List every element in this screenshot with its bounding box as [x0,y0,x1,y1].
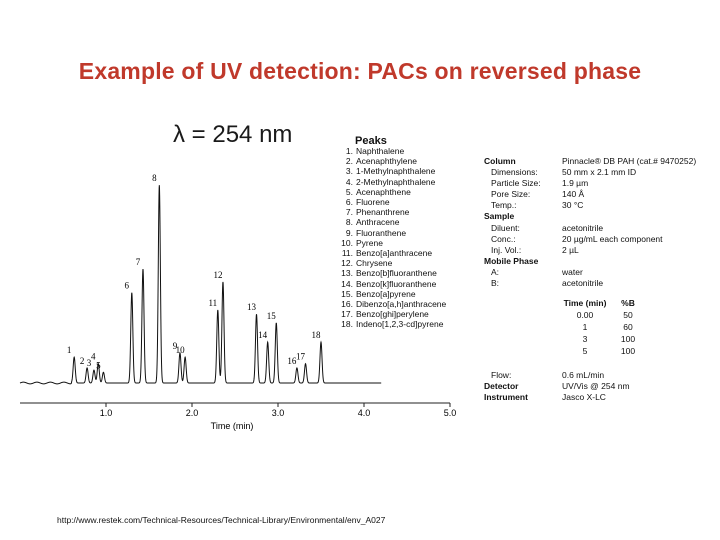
peak-name: Benzo[k]fluoranthene [356,278,437,289]
cond-temp-value: 30 °C [562,200,584,211]
peak-number: 16. [341,299,353,310]
peak-name: Benzo[a]anthracene [356,248,433,259]
peak-name: Benzo[a]pyrene [356,288,416,299]
gradient-row [562,333,648,345]
gradient-time: 3 [582,334,588,344]
peak-list-item [337,228,446,238]
slide-title: Example of UV detection: PACs on reversed phase [78,58,642,84]
cond-instrument-value: Jasco X-LC [562,392,606,402]
cond-particle-label: Particle Size: [491,178,541,189]
peak-list-item [337,187,446,197]
cond-diluent-label: Diluent: [491,222,520,233]
peak-name: Indeno[1,2,3-cd]pyrene [356,319,444,330]
gradient-table [562,297,648,357]
peak-number: 14. [341,278,353,289]
peak-label: 2 [79,355,85,366]
peak-name: Acenaphthylene [356,156,417,167]
source-url[interactable]: http://www.restek.com/Technical-Resources/Technical-Library/Environmental/env_A027 [57,515,386,525]
peak-name: Dibenzo[a,h]anthracene [356,299,447,310]
cond-column-value: Pinnacle® DB PAH (cat.# 9470252) [562,156,697,166]
gradient-header [562,297,648,309]
gradient-col-time: Time (min) [563,298,607,308]
cond-dimensions-label: Dimensions: [491,167,538,178]
peak-number: 5. [345,186,353,197]
peak-label: 15 [266,310,276,321]
cond-instrument-label: Instrument [484,392,528,402]
peak-name: Phenanthrene [356,207,410,218]
cond-sample-label: Sample [484,211,515,222]
peak-label: 17 [296,351,306,362]
peak-labels [67,173,321,370]
peak-number: 1. [345,146,353,156]
peak-label: 5 [96,360,101,371]
peak-number: 17. [341,309,353,320]
peak-name: Benzo[b]fluoranthene [356,268,437,279]
cond-column-label: Column [484,156,516,166]
cond-injvol-label: Inj. Vol.: [491,244,522,255]
gradient-b: 100 [620,334,636,344]
peak-list-item [337,156,446,166]
peak-list-item [337,166,446,176]
cond-conc-label: Conc.: [491,233,516,244]
peak-label: 4 [91,351,96,362]
cond-b-value: acetonitrile [562,278,604,289]
peak-list [337,146,446,330]
cond-flow-value: 0.6 mL/min [562,370,605,380]
peak-name: Fluorene [356,197,390,208]
peak-number: 7. [345,207,353,218]
peak-list-item [337,217,446,227]
peak-list-item [337,248,446,258]
cond-pore-value: 140 Å [562,189,585,200]
cond-b-label: B: [491,278,500,289]
peak-name: 2-Methylnaphthalene [356,176,436,187]
peak-label: 1 [66,345,72,356]
peaks-title: Peaks [355,135,387,147]
x-axis-ticks [100,403,457,418]
peak-list-item [337,238,446,248]
peak-list-item [337,289,446,299]
peak-name: Anthracene [356,217,400,228]
cond-injvol-value: 2 µL [562,244,579,255]
peak-list-item [337,279,446,289]
wavelength-label: λ = 254 nm [173,121,293,148]
x-tick-label: 1.0 [99,408,113,418]
peak-label: 10 [175,345,185,356]
gradient-time: 0.00 [576,310,594,320]
x-axis-label: Time (min) [210,421,254,431]
peak-label: 11 [208,297,218,308]
peak-number: 9. [345,227,353,238]
peak-name: Chrysene [356,258,393,269]
peak-label: 7 [135,257,141,268]
cond-a-value: water [562,266,583,277]
peak-name: Naphthalene [356,146,405,156]
gradient-row [562,309,648,321]
peak-number: 2. [345,156,353,167]
peak-list-item [337,146,446,156]
peak-number: 6. [345,197,353,208]
peak-number: 4. [345,176,353,187]
peak-name: Benzo[ghi]perylene [356,309,429,320]
cond-a-label: A: [491,266,500,277]
peak-list-item [337,258,446,268]
peak-name: 1-Methylnaphthalene [356,166,436,177]
peak-number: 10. [341,237,353,248]
gradient-time: 5 [582,346,588,356]
peak-number: 8. [345,217,353,228]
peak-label: 14 [258,330,268,341]
peak-list-item [337,299,446,309]
peak-list-item [337,309,446,319]
peak-list-item [337,177,446,187]
peak-label: 16 [287,355,297,366]
gradient-b: 50 [623,310,633,320]
peak-number: 11. [341,248,353,259]
cond-temp-label: Temp.: [491,200,517,211]
peak-label: 3 [86,358,92,369]
peak-label: 13 [247,302,256,313]
cond-detector-label: Detector [484,381,519,391]
cond-mobile-phase-label: Mobile Phase [484,255,539,266]
peak-label: 9 [172,340,178,351]
peak-list-item [337,268,446,278]
cond-flow-label: Flow: [491,370,512,380]
chromatogram-trace [20,185,381,384]
gradient-time: 1 [582,322,588,332]
gradient-row [562,345,648,357]
cond-conc-value: 20 µg/mL each component [562,233,663,244]
peak-list-item [337,207,446,217]
cond-dimensions-value: 50 mm x 2.1 mm ID [562,167,637,178]
gradient-b: 100 [620,346,636,356]
peak-list-item [337,319,446,329]
peak-number: 13. [341,268,353,279]
peak-label: 6 [124,280,130,291]
gradient-col-b: %B [621,298,635,308]
x-tick-label: 2.0 [185,408,199,418]
cond-particle-value: 1.9 µm [562,178,589,189]
peak-name: Fluoranthene [356,227,407,238]
peak-label: 8 [152,173,157,184]
peak-label: 12 [213,269,223,280]
peak-number: 12. [341,258,353,269]
peak-list-item [337,197,446,207]
x-tick-label: 4.0 [357,408,371,418]
peak-number: 3. [345,166,353,177]
peak-number: 18. [341,319,353,330]
gradient-row [562,321,648,333]
cond-detector-value: UV/Vis @ 254 nm [562,381,630,391]
x-tick-label: 5.0 [443,408,457,418]
peak-label: 18 [311,330,321,341]
x-tick-label: 3.0 [271,408,285,418]
peak-name: Acenaphthene [356,186,411,197]
cond-pore-label: Pore Size: [491,189,531,200]
gradient-b: 60 [623,322,633,332]
cond-diluent-value: acetonitrile [562,222,604,233]
peak-name: Pyrene [356,237,383,248]
peak-number: 15. [341,288,353,299]
